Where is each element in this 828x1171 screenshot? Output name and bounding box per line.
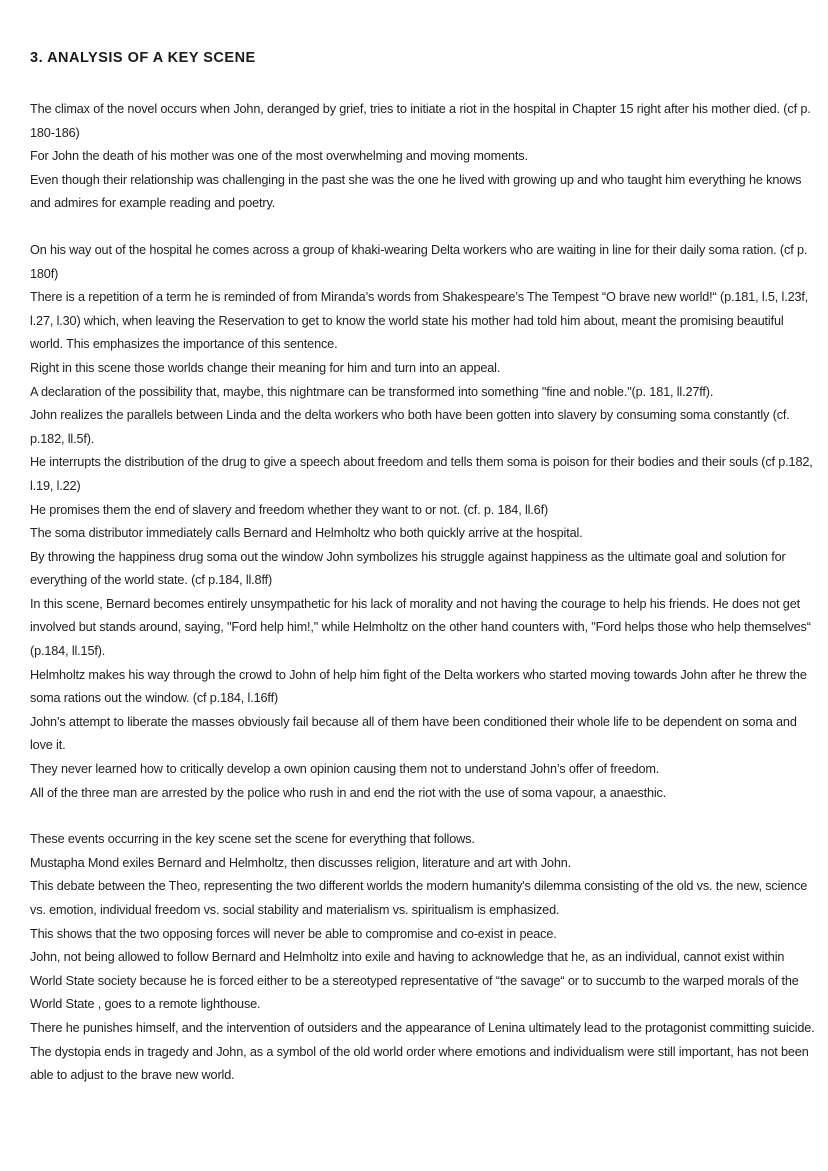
document-page <box>30 48 816 1111</box>
paragraph-key-scene <box>30 239 816 805</box>
text-line: The soma distributor immediately calls Bernard and Helmholtz who both quickly arrive at the hospital. <box>30 526 583 541</box>
text-line: These events occurring in the key scene set the scene for everything that follows. <box>30 832 475 847</box>
text-line: In this scene, Bernard becomes entirely unsympathetic for his lack of morality and not having the courage to help his friends. He does not get involved but stands around, saying, "Ford help him!," while Helmholtz on the other hand counters with, "Ford helps those who help themselves“ (p.184, ll.15f). <box>30 596 811 659</box>
text-line: John’s attempt to liberate the masses obviously fail because all of them have been conditioned their whole life to be dependent on soma and love it. <box>30 714 797 753</box>
text-line: Right in this scene those worlds change their meaning for him and turn into an appeal. <box>30 360 501 375</box>
text-line: This shows that the two opposing forces will never be able to compromise and co-exist in peace. <box>30 926 557 941</box>
text-line: John realizes the parallels between Linda and the delta workers who both have been gotten into slavery by consuming soma constantly (cf. p.182, ll.5f). <box>30 408 790 446</box>
text-line: There he punishes himself, and the intervention of outsiders and the appearance of Lenina ultimately lead to the protagonist committing suicide. <box>30 1020 815 1035</box>
text-line: He interrupts the distribution of the drug to give a speech about freedom and tells them soma is poison for their bodies and their souls (cf p.182, l.19, l.22) <box>30 455 813 493</box>
text-line: Helmholtz makes his way through the crowd to John of help him fight of the Delta workers who started moving towards John after he threw the soma rations out the window. (cf p.184, l.16ff) <box>30 667 807 706</box>
text-line: All of the three man are arrested by the police who rush in and end the riot with the use of soma vapour, a anaesthic. <box>30 785 667 800</box>
text-line: A declaration of the possibility that, maybe, this nightmare can be transformed into something "fine and noble."(p. 181, ll.27ff). <box>30 384 714 399</box>
paragraph-climax <box>30 98 816 216</box>
text-line: Mustapha Mond exiles Bernard and Helmholtz, then discusses religion, literature and art with John. <box>30 855 572 870</box>
text-line: He promises them the end of slavery and freedom whether they want to or not. (cf. p. 184, ll.6f) <box>30 502 549 517</box>
paragraph-consequences <box>30 828 816 1088</box>
text-line: There is a repetition of a term he is reminded of from Miranda’s words from Shakespeare’s The Tempest “O brave new world!“ (p.181, l.5, l.23f, l.27, l.30) which, when leaving the Reservation to get to know the world state his mother had told him about, meant the promising beautiful world. This emphasizes the importance of this sentence. <box>30 290 809 352</box>
section-heading: 3. ANALYSIS OF A KEY SCENE <box>30 50 256 66</box>
text-line: Even though their relationship was challenging in the past she was the one he lived with growing up and who taught him everything he knows and admires for example reading and poetry. <box>30 172 802 211</box>
text-line: John, not being allowed to follow Bernard and Helmholtz into exile and having to acknowledge that he, as an individual, cannot exist within World State society because he is forced either to be a stereotyped representative of “the savage“ or to succumb to the warped morals of the World State , goes to a remote lighthouse. <box>30 950 799 1012</box>
text-line: By throwing the happiness drug soma out the window John symbolizes his struggle against happiness as the ultimate goal and solution for everything of the world state. (cf p.184, ll.8ff) <box>30 549 786 588</box>
text-line: They never learned how to critically develop a own opinion causing them not to understand John’s offer of freedom. <box>30 762 660 777</box>
text-line: For John the death of his mother was one of the most overwhelming and moving moments. <box>30 149 528 164</box>
text-line: The dystopia ends in tragedy and John, as a symbol of the old world order where emotions and individualism were still important, has not been able to adjust to the brave new world. <box>30 1044 809 1083</box>
text-line: This debate between the Theo, representing the two different worlds the modern humanity's dilemma consisting of the old vs. the new, science vs. emotion, individual freedom vs. social stability and materialism vs. spiritualism is emphasized. <box>30 879 808 917</box>
text-line: The climax of the novel occurs when John, deranged by grief, tries to initiate a riot in the hospital in Chapter 15 right after his mother died. (cf p. 180-186) <box>30 102 811 140</box>
text-line: On his way out of the hospital he comes across a group of khaki-wearing Delta workers who are waiting in line for their daily soma ration. (cf p. 180f) <box>30 242 808 281</box>
